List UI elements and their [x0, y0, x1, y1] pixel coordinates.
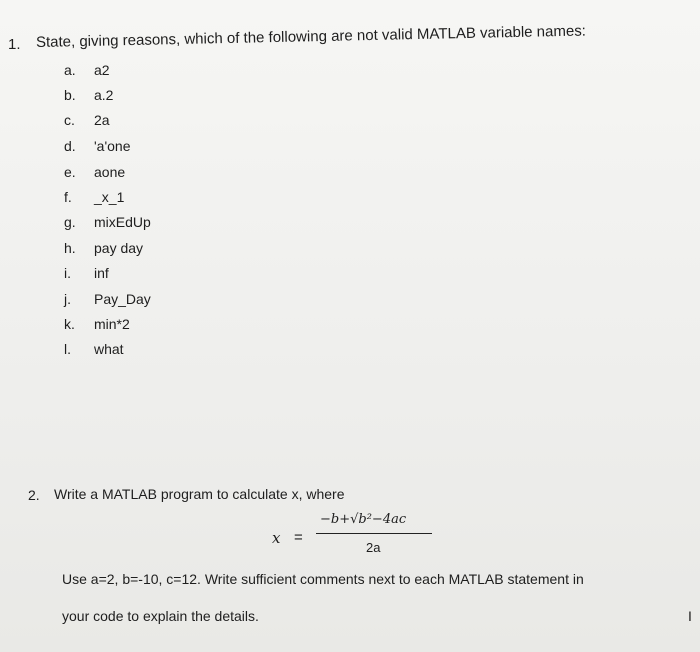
option-value: a.2: [94, 87, 114, 103]
question-2-number: 2.: [28, 487, 40, 503]
option-label: j.: [64, 291, 71, 307]
option-value: Pay_Day: [94, 291, 151, 307]
option-value: _x_1: [94, 189, 125, 205]
question-2-text: Write a MATLAB program to calculate x, where: [54, 486, 345, 502]
option-label: e.: [64, 164, 76, 180]
option-value: 2a: [94, 112, 110, 128]
option-label: h.: [64, 240, 76, 256]
option-g: [64, 214, 151, 230]
question-1-text: State, giving reasons, which of the following are not valid MATLAB variable names:: [35, 22, 587, 51]
option-value: pay day: [94, 240, 144, 256]
formula-equals: =: [294, 529, 303, 546]
option-label: l.: [64, 341, 71, 357]
option-label: k.: [64, 316, 75, 332]
option-value: inf: [94, 265, 109, 281]
option-value: min*2: [94, 316, 130, 332]
option-i: [64, 265, 109, 281]
fraction-bar: [316, 533, 432, 534]
option-value: what: [94, 341, 124, 357]
formula-denominator: 2a: [366, 540, 381, 555]
option-label: c.: [64, 112, 75, 128]
option-value: aone: [94, 164, 126, 180]
option-label: b.: [64, 87, 76, 103]
option-label: g.: [64, 214, 76, 230]
option-value: 'a'one: [94, 138, 131, 154]
option-value: a2: [94, 62, 110, 78]
option-h: [64, 240, 143, 256]
option-j: [64, 291, 151, 307]
option-label: d.: [64, 138, 76, 154]
option-a: [64, 62, 110, 78]
formula-lhs: x: [272, 529, 281, 547]
option-value: mixEdUp: [94, 214, 151, 230]
option-e: [64, 164, 125, 180]
option-b: [64, 87, 113, 103]
edge-mark: I: [688, 608, 692, 624]
question-2-instructions-line-2: your code to explain the details.: [62, 608, 259, 624]
option-label: a.: [64, 62, 76, 78]
formula-numerator: −b+√b²−4ac: [320, 512, 407, 527]
option-k: [64, 316, 130, 332]
quadratic-formula: [272, 508, 442, 568]
option-l: [64, 341, 124, 357]
option-d: [64, 138, 131, 154]
option-f: [64, 189, 124, 205]
option-label: i.: [64, 265, 71, 281]
question-1-number: 1.: [8, 36, 21, 53]
question-2-instructions-line-1: Use a=2, b=-10, c=12. Write sufficient comments next to each MATLAB statement in: [62, 571, 584, 587]
option-label: f.: [64, 189, 72, 205]
option-c: [64, 112, 110, 128]
